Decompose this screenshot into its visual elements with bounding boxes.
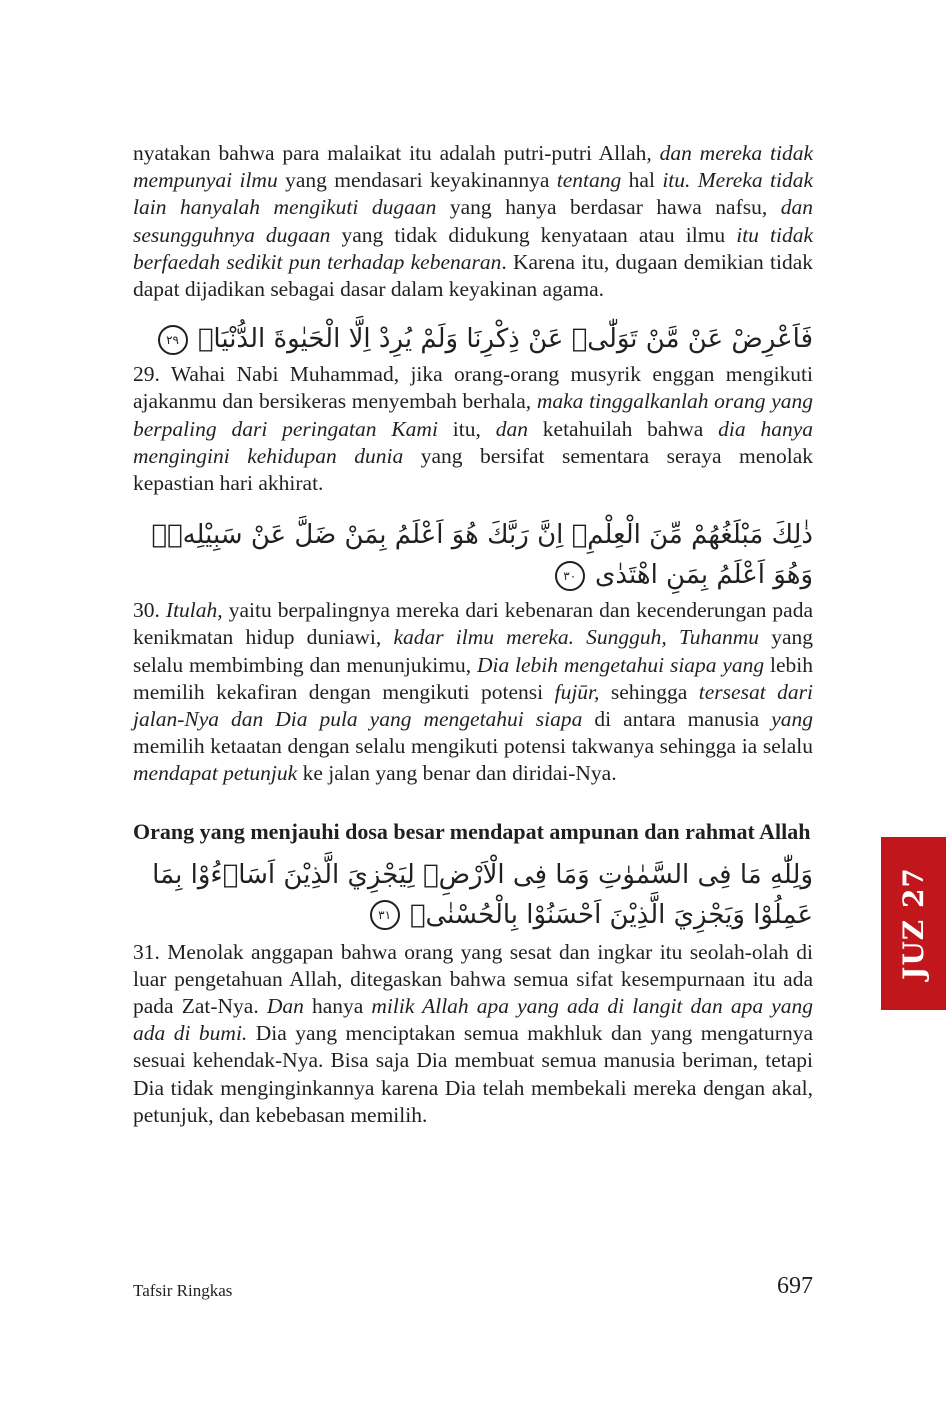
verse-31-arabic: وَلِلّٰهِ مَا فِى السَّمٰوٰتِ وَمَا فِى الْاَرْضِۙ لِيَجْزِيَ الَّذِيْنَ اَسَاۤءُوْا بِمَا عَمِلُوْا وَيَجْزِيَ الَّذِيْنَ اَحْسَنُوْا بِالْحُسْنٰىۚ ٣١ <box>152 859 813 930</box>
verse-30-arabic: ذٰلِكَ مَبْلَغُهُمْ مِّنَ الْعِلْمِۗ اِنَّ رَبَّكَ هُوَ اَعْلَمُ بِمَنْ ضَلَّ عَنْ سَبِيْلِهٖۙ وَهُوَ اَعْلَمُ بِمَنِ اهْتَدٰى ٣٠ <box>151 520 813 591</box>
page-number: 697 <box>777 1273 813 1299</box>
ayah-number-icon: ٢٩ <box>158 325 188 355</box>
verse-29-arabic: فَاَعْرِضْ عَنْ مَّنْ تَوَلّٰىۙ عَنْ ذِكْرِنَا وَلَمْ يُرِدْ اِلَّا الْحَيٰوةَ الدُّنْيَاۗ ٢٩ <box>133 319 813 359</box>
juz-tab <box>881 837 946 1010</box>
ayah-number-icon: ٣٠ <box>555 561 585 591</box>
book-title: Tafsir Ringkas <box>133 1281 233 1300</box>
juz-label: JUZ 27 <box>897 867 931 980</box>
section-heading: Orang yang menjauhi dosa besar mendapat ampunan dan rahmat Allah <box>133 818 811 844</box>
page-body <box>133 140 813 1129</box>
verse-29-tafsir: 29. Wahai Nabi Muhammad, jika orang-orang musyrik enggan mengikuti ajakanmu dan bersikeras menyembah berhala, maka tinggalkanlah orang yang berpaling dari peringatan Kami itu, dan ketahuilah bahwa dia hanya mengingini kehidupan dunia yang bersifat sementara seraya menolak kepastian hari akhirat. <box>133 362 814 496</box>
verse-31-tafsir: 31. Menolak anggapan bahwa orang yang sesat dan ingkar itu seolah-olah di luar pengetahuan Allah, ditegaskan bahwa semua sifat kesempurnaan itu ada pada Zat-Nya. Dan hanya milik Allah apa yang ada di langit dan apa yang ada di bumi. Dia yang menciptakan semua makhluk dan yang mengaturnya sesuai kehendak-Nya. Bisa saja Dia membuat semua manusia beriman, tetapi Dia tidak menginginkannya karena Dia telah membekali mereka dengan akal, petunjuk, dan kebebasan memilih. <box>133 939 813 1127</box>
ayah-number-icon: ٣١ <box>370 900 400 930</box>
verse-30-tafsir: 30. Itulah, yaitu berpalingnya mereka dari kebenaran dan kecenderungan pada kenikmatan hidup duniawi, kadar ilmu mereka. Sungguh, Tuhanmu yang selalu membimbing dan menunjukimu, Dia lebih mengetahui siapa yang lebih memilih kekafiran dengan mengikuti potensi fujūr, sehingga tersesat dari jalan-Nya dan Dia pula yang mengetahui siapa di antara manusia yang memilih ketaatan dengan selalu mengikuti potensi takwanya sehingga ia selalu mendapat petunjuk ke jalan yang benar dan diridai-Nya. <box>133 598 814 786</box>
intro-paragraph: nyatakan bahwa para malaikat itu adalah putri-putri Allah, dan mereka tidak mempunyai ilmu yang mendasari keyakinannya tentang hal itu. Mereka tidak lain hanyalah mengikuti dugaan yang hanya berdasar hawa nafsu, dan sesungguhnya dugaan yang tidak didukung kenyataan atau ilmu itu tidak berfaedah sedikit pun terhadap kebenaran. Karena itu, dugaan demikian tidak dapat dijadikan sebagai dasar dalam keyakinan agama. <box>133 141 814 302</box>
